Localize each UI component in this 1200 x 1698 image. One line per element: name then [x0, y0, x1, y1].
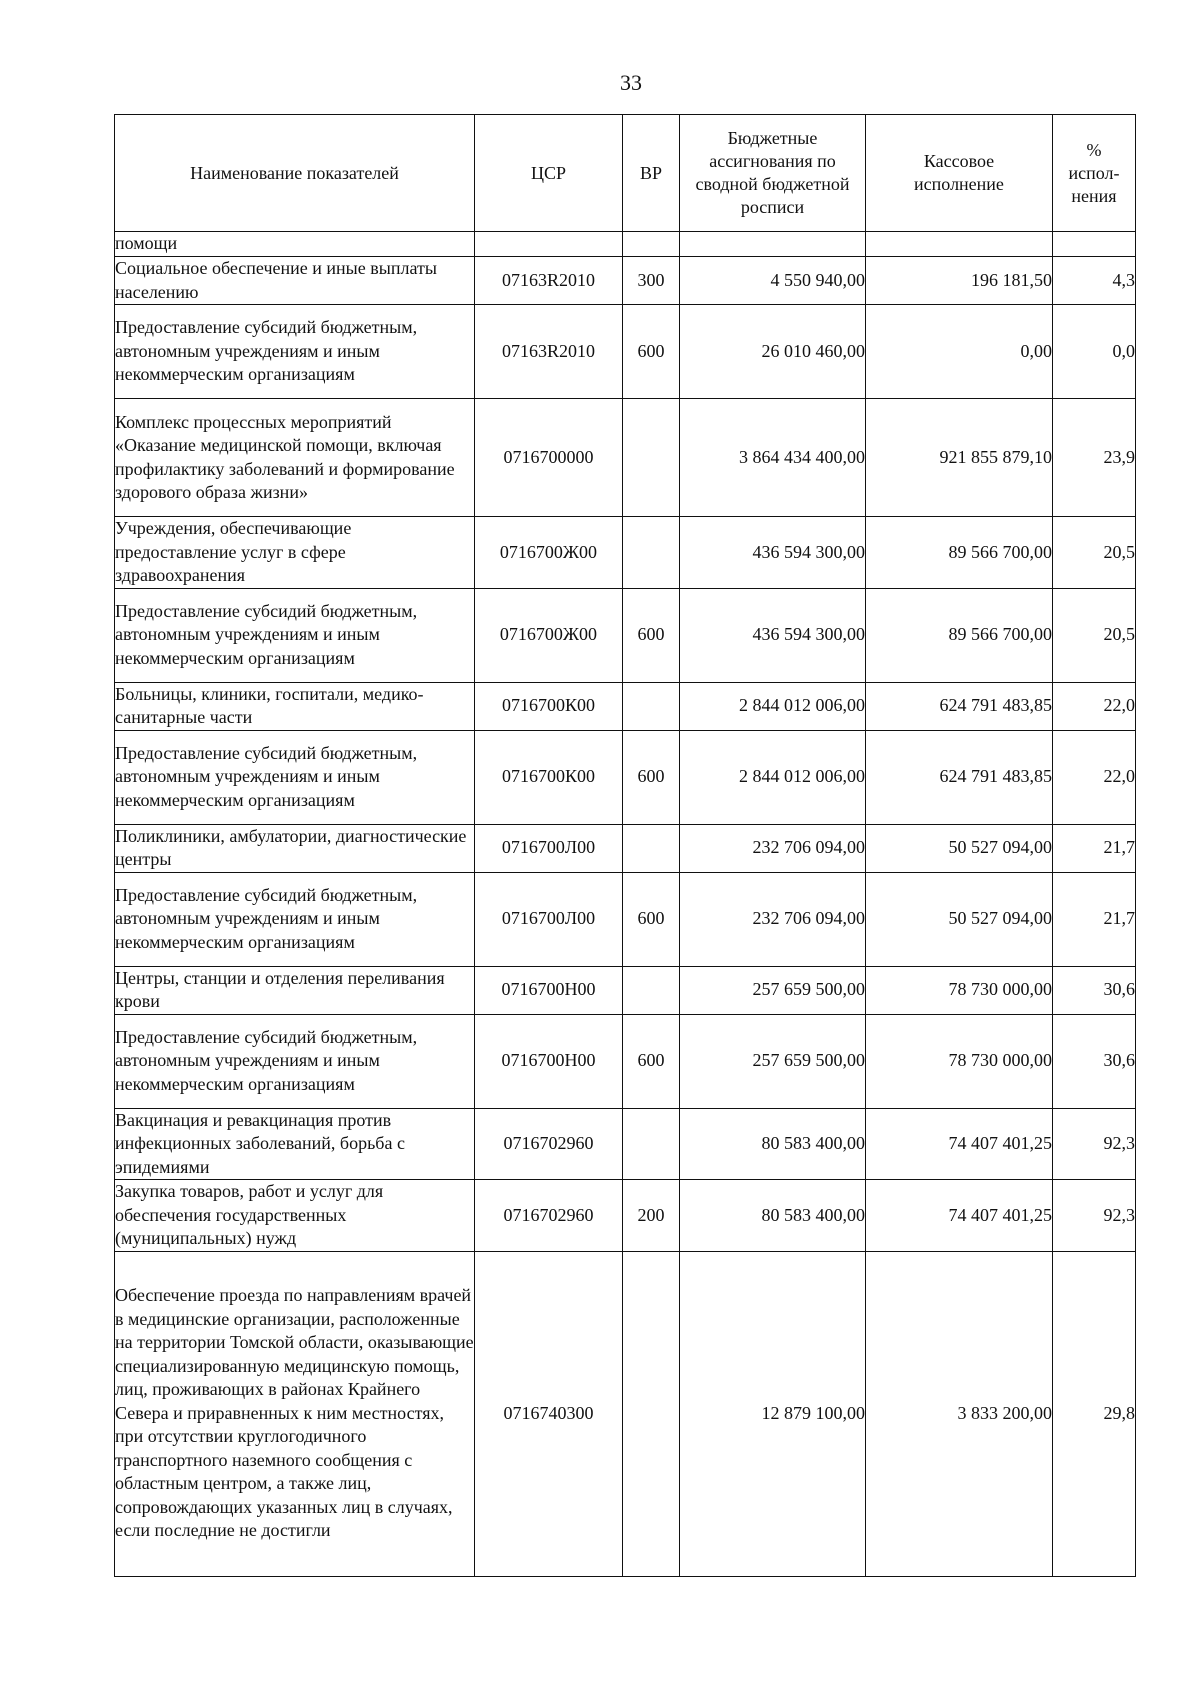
table-row — [115, 824, 1136, 872]
row-cash: 0,00 — [866, 305, 1053, 399]
row-cash: 921 855 879,10 — [866, 399, 1053, 517]
table-row — [115, 966, 1136, 1014]
header-name: Наименование показателей — [115, 115, 475, 232]
row-vr: 600 — [623, 730, 680, 824]
row-vr — [623, 824, 680, 872]
row-vr: 600 — [623, 588, 680, 682]
header-budget: Бюджетные ассигнования по сводной бюджетной росписи — [680, 115, 866, 232]
header-csr: ЦСР — [475, 115, 623, 232]
row-cash: 89 566 700,00 — [866, 588, 1053, 682]
table-row — [115, 1014, 1136, 1108]
row-budget: 257 659 500,00 — [680, 1014, 866, 1108]
table-row — [115, 517, 1136, 589]
row-csr: 0716700К00 — [475, 730, 623, 824]
table-row — [115, 682, 1136, 730]
row-csr: 0716700Н00 — [475, 966, 623, 1014]
row-pct: 29,8 — [1053, 1251, 1136, 1576]
row-cash: 78 730 000,00 — [866, 1014, 1053, 1108]
row-csr: 0716700К00 — [475, 682, 623, 730]
row-csr: 0716702960 — [475, 1108, 623, 1180]
row-name: Социальное обеспечение и иные выплаты населению — [115, 257, 475, 305]
row-csr: 0716740300 — [475, 1251, 623, 1576]
row-name: Предоставление субсидий бюджетным, автономным учреждениям и иным некоммерческим организациям — [115, 872, 475, 966]
row-cash: 624 791 483,85 — [866, 682, 1053, 730]
row-name: Закупка товаров, работ и услуг для обеспечения государственных (муниципальных) нужд — [115, 1180, 475, 1252]
row-csr: 0716700Л00 — [475, 824, 623, 872]
row-name: Предоставление субсидий бюджетным, автономным учреждениям и иным некоммерческим организациям — [115, 588, 475, 682]
header-cash: Кассовое исполнение — [866, 115, 1053, 232]
row-name: Предоставление субсидий бюджетным, автономным учреждениям и иным некоммерческим организациям — [115, 730, 475, 824]
table-row — [115, 399, 1136, 517]
row-pct: 4,3 — [1053, 257, 1136, 305]
row-budget: 12 879 100,00 — [680, 1251, 866, 1576]
table-row — [115, 872, 1136, 966]
row-cash: 196 181,50 — [866, 257, 1053, 305]
row-name: Предоставление субсидий бюджетным, автономным учреждениям и иным некоммерческим организациям — [115, 305, 475, 399]
row-vr — [623, 966, 680, 1014]
row-pct: 23,9 — [1053, 399, 1136, 517]
row-pct: 22,0 — [1053, 730, 1136, 824]
row-budget: 26 010 460,00 — [680, 305, 866, 399]
row-name: Учреждения, обеспечивающие предоставление услуг в сфере здравоохранения — [115, 517, 475, 589]
row-budget: 232 706 094,00 — [680, 824, 866, 872]
row-name: Обеспечение проезда по направлениям врачей в медицинские организации, расположенные на территории Томской области, оказывающие специализированную медицинскую помощь, лиц, проживающих в районах Крайнего Севера и приравненных к ним местностях, при отсутствии круглогодичного транспортного наземного сообщения с областным центром, а также лиц, сопровождающих указанных лиц в случаях, если последние не достигли — [115, 1251, 475, 1576]
table-row — [115, 257, 1136, 305]
row-budget: 80 583 400,00 — [680, 1180, 866, 1252]
row-pct: 21,7 — [1053, 872, 1136, 966]
row-pct: 21,7 — [1053, 824, 1136, 872]
row-vr — [623, 517, 680, 589]
row-csr: 0716702960 — [475, 1180, 623, 1252]
row-vr — [623, 1108, 680, 1180]
row-vr: 600 — [623, 305, 680, 399]
row-csr: 0716700Ж00 — [475, 517, 623, 589]
row-pct: 92,3 — [1053, 1108, 1136, 1180]
budget-execution-table — [114, 114, 1136, 1577]
row-cash: 78 730 000,00 — [866, 966, 1053, 1014]
row-name: Комплекс процессных мероприятий «Оказание медицинской помощи, включая профилактику заболеваний и формирование здорового образа жизни» — [115, 399, 475, 517]
row-vr — [623, 1251, 680, 1576]
row-name: Центры, станции и отделения переливания крови — [115, 966, 475, 1014]
row-budget: 232 706 094,00 — [680, 872, 866, 966]
table-row — [115, 305, 1136, 399]
row-csr: 0716700Ж00 — [475, 588, 623, 682]
row-budget: 2 844 012 006,00 — [680, 682, 866, 730]
row-vr: 300 — [623, 257, 680, 305]
row-pct: 22,0 — [1053, 682, 1136, 730]
table-row — [115, 588, 1136, 682]
row-cash: 50 527 094,00 — [866, 872, 1053, 966]
row-budget — [680, 232, 866, 257]
table-row — [115, 1251, 1136, 1576]
row-vr — [623, 232, 680, 257]
row-cash: 50 527 094,00 — [866, 824, 1053, 872]
row-pct: 30,6 — [1053, 1014, 1136, 1108]
header-vr: ВР — [623, 115, 680, 232]
row-budget: 257 659 500,00 — [680, 966, 866, 1014]
row-vr: 600 — [623, 872, 680, 966]
row-csr — [475, 232, 623, 257]
row-csr: 0716700Н00 — [475, 1014, 623, 1108]
row-name: помощи — [115, 232, 475, 257]
page-number: 33 — [620, 70, 642, 95]
row-pct: 30,6 — [1053, 966, 1136, 1014]
row-pct — [1053, 232, 1136, 257]
table-row — [115, 1108, 1136, 1180]
row-name: Вакцинация и ревакцинация против инфекционных заболеваний, борьба с эпидемиями — [115, 1108, 475, 1180]
row-cash: 3 833 200,00 — [866, 1251, 1053, 1576]
row-pct: 20,5 — [1053, 588, 1136, 682]
row-name: Больницы, клиники, госпитали, медико-санитарные части — [115, 682, 475, 730]
row-cash: 89 566 700,00 — [866, 517, 1053, 589]
row-budget: 2 844 012 006,00 — [680, 730, 866, 824]
row-csr: 0716700000 — [475, 399, 623, 517]
row-csr: 07163R2010 — [475, 257, 623, 305]
table-row — [115, 1180, 1136, 1252]
row-cash — [866, 232, 1053, 257]
row-cash: 74 407 401,25 — [866, 1108, 1053, 1180]
row-vr: 600 — [623, 1014, 680, 1108]
row-vr — [623, 399, 680, 517]
row-cash: 74 407 401,25 — [866, 1180, 1053, 1252]
row-csr: 0716700Л00 — [475, 872, 623, 966]
row-budget: 3 864 434 400,00 — [680, 399, 866, 517]
table-row — [115, 730, 1136, 824]
row-pct: 0,0 — [1053, 305, 1136, 399]
row-vr — [623, 682, 680, 730]
table-row — [115, 232, 1136, 257]
header-pct: % испол-нения — [1053, 115, 1136, 232]
row-csr: 07163R2010 — [475, 305, 623, 399]
row-pct: 92,3 — [1053, 1180, 1136, 1252]
row-cash: 624 791 483,85 — [866, 730, 1053, 824]
row-budget: 4 550 940,00 — [680, 257, 866, 305]
row-pct: 20,5 — [1053, 517, 1136, 589]
row-vr: 200 — [623, 1180, 680, 1252]
row-budget: 436 594 300,00 — [680, 517, 866, 589]
row-budget: 436 594 300,00 — [680, 588, 866, 682]
row-budget: 80 583 400,00 — [680, 1108, 866, 1180]
row-name: Поликлиники, амбулатории, диагностические центры — [115, 824, 475, 872]
row-name: Предоставление субсидий бюджетным, автономным учреждениям и иным некоммерческим организациям — [115, 1014, 475, 1108]
